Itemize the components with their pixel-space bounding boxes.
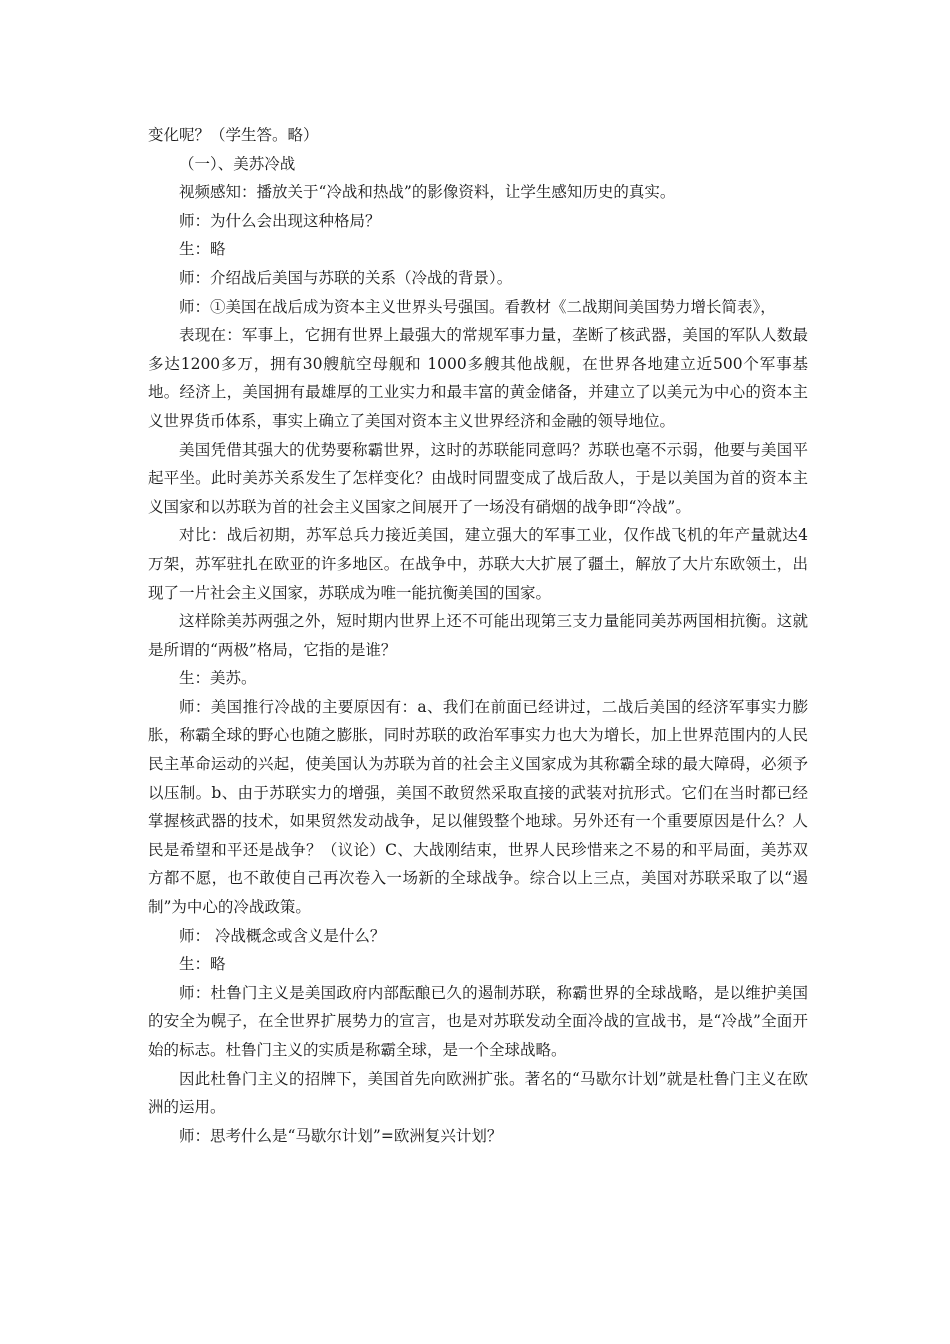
paragraph: 生：略 — [179, 955, 226, 974]
paragraph: 视频感知：播放关于“冷战和热战”的影像资料，让学生感知历史的真实。 — [179, 183, 676, 202]
paragraph: 师：为什么会出现这种格局？ — [179, 211, 381, 230]
paragraph: 生：美苏。 — [179, 669, 257, 688]
paragraph: 师：①美国在战后成为资本主义世界头号强国。看教材《二战期间美国势力增长简表》， — [179, 297, 776, 316]
paragraph: 师： 冷战概念或含义是什么？ — [179, 926, 386, 945]
paragraph: 表现在：军事上，它拥有世界上最强大的常规军事力量，垄断了核武器，美国的军队人数最多达1200多万，拥有30艘航空母舰和 1000多艘其他战舰，在世界各地建立近500个军事基地。经济上，美国拥有最雄厚的工业实力和最丰富的黄金储备，并建立了以美元为中心的资本主义世界货币体系，事实上确立了美国对资本主义世界经济和金融的领导地位。 — [148, 326, 808, 430]
paragraph: 师：介绍战后美国与苏联的关系（冷战的背景）。 — [179, 268, 513, 287]
paragraph: 这样除美苏两强之外，短时期内世界上还不可能出现第三支力量能同美苏两国相抗衡。这就是所谓的“两极”格局，它指的是谁？ — [148, 612, 808, 659]
section-heading: （一）、美苏冷战 — [179, 154, 296, 173]
paragraph: 师：美国推行冷战的主要原因有：a、我们在前面已经讲过，二战后美国的经济军事实力膨胀，称霸全球的野心也随之膨胀，同时苏联的政治军事实力也大为增长，加上世界范围内的人民民主革命运动的兴起，使美国认为苏联为首的社会主义国家成为其称霸全球的最大障碍，必须予以压制。b、由于苏联实力的增强，美国不敢贸然采取直接的武装对抗形式。它们在当时都已经掌握核武器的技术，如果贸然发动战争，足以催毁整个地球。另外还有一个重要原因是什么？人民是希望和平还是战争？（议论）C、大战刚结束，世界人民珍惜来之不易的和平局面，美苏双方都不愿，也不敢使自己再次卷入一场新的全球战争。综合以上三点，美国对苏联采取了以“遏制”为中心的冷战政策。 — [148, 697, 808, 917]
paragraph: 因此杜鲁门主义的招牌下，美国首先向欧洲扩张。著名的“马歇尔计划”就是杜鲁门主义在欧洲的运用。 — [148, 1069, 808, 1117]
paragraph: 师：思考什么是“马歇尔计划”=欧洲复兴计划？ — [179, 1126, 503, 1145]
paragraph: 美国凭借其强大的优势要称霸世界，这时的苏联能同意吗？苏联也毫不示弱，他要与美国平起平坐。此时美苏关系发生了怎样变化？由战时同盟变成了战后敌人，于是以美国为首的资本主义国家和以苏联为首的社会主义国家之间展开了一场没有硝烟的战争即“冷战”。 — [148, 440, 808, 516]
paragraph-continuation: 变化呢？（学生答。略） — [148, 126, 319, 144]
paragraph: 生：略 — [179, 240, 226, 259]
paragraph: 师：杜鲁门主义是美国政府内部酝酿已久的遏制苏联，称霸世界的全球战略，是以维护美国的安全为幌子，在全世界扩展势力的宣言，也是对苏联发动全面冷战的宣战书，是“冷战”全面开始的标志。杜鲁门主义的实质是称霸全球，是一个全球战略。 — [148, 983, 808, 1059]
paragraph: 对比：战后初期，苏军总兵力接近美国，建立强大的军事工业，仅作战飞机的年产量就达4万架，苏军驻扎在欧亚的许多地区。在战争中，苏联大大扩展了疆土，解放了大片东欧领土，出现了一片社会主义国家，苏联成为唯一能抗衡美国的国家。 — [148, 526, 808, 602]
document-body — [148, 121, 808, 1150]
